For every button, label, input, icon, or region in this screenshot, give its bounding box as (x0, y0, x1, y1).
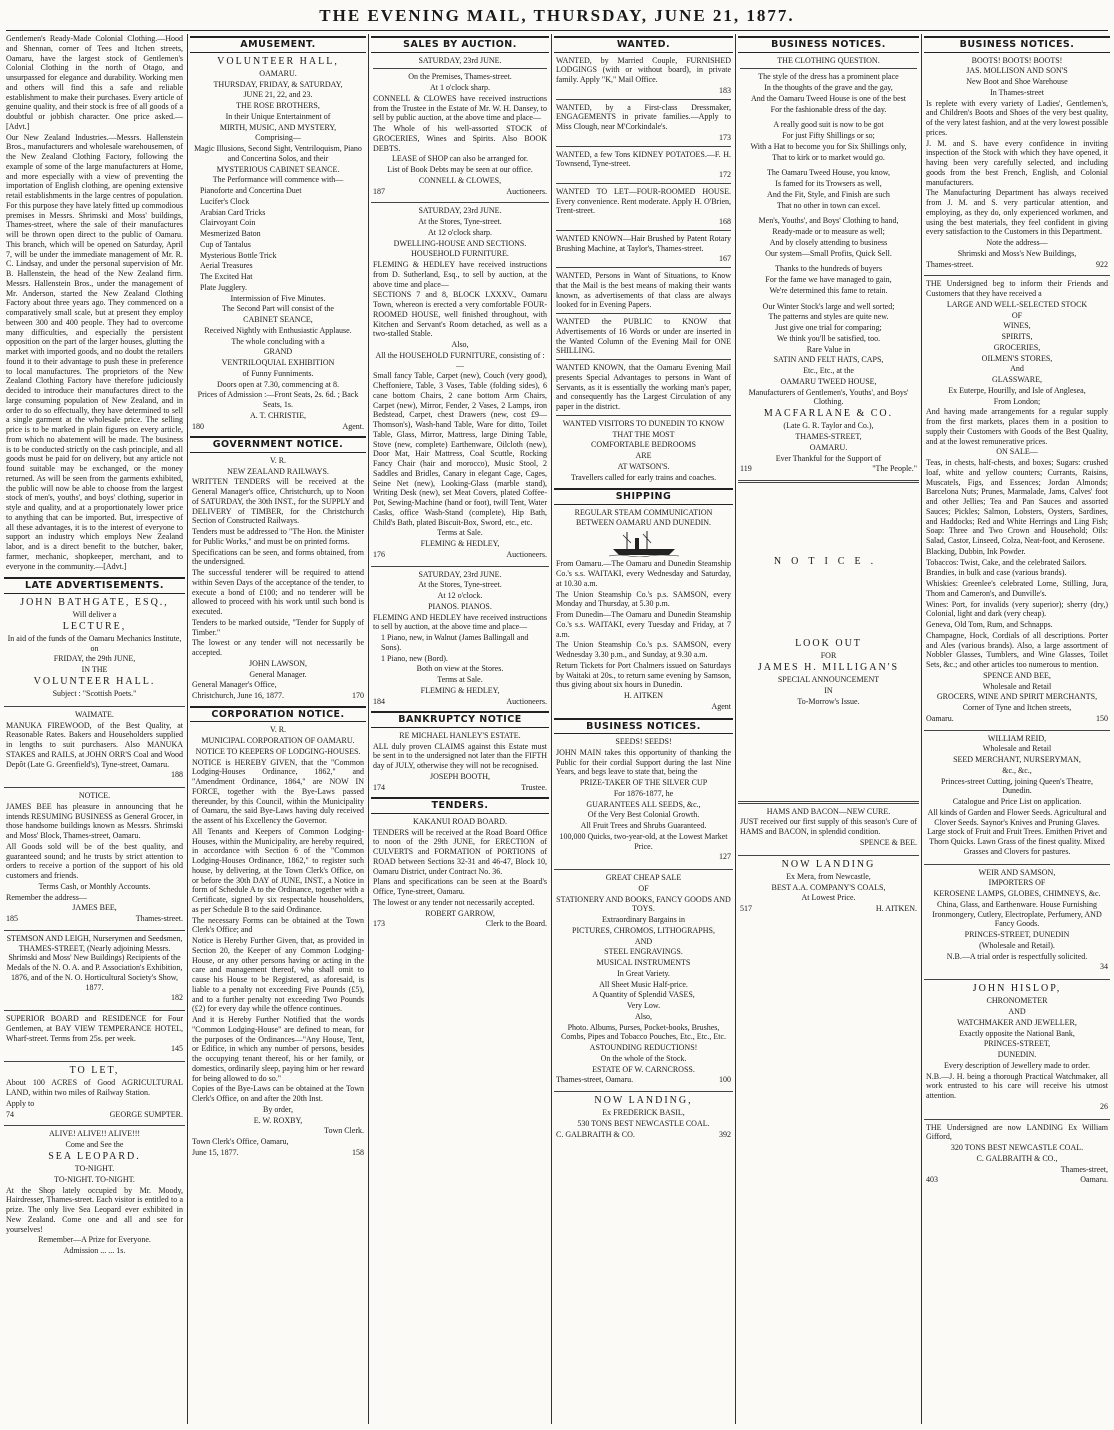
mollison-boots-ad: BOOTS! BOOTS! BOOTS! JAS. MOLLISON AND SON'S New Boot and Shoe Warehouse In Thames-street Is replete with every variety of Ladies', Gentlemen's, and Children's Boots and Shoes of the very best quality, of the very latest fashion, and at the very lowest possible prices. J. M. and S. have every confidence in inviting inspection of the Stock with which they have opened, it having been very carefully selected, and including goods from the best French, English, and Colonial manufacturers. The Manufacturing Department has always received from J. M. and S. very particular attention, and employing, as they do, only experienced workmen, and using the best materials, they feel confident in giving every satisfaction to the Customers in this Department. Note the address— Shrimski and Moss's New Buildings, Thames-street. 922 (926, 55, 1108, 269)
waimate-ad: WAIMATE. MANUKA FIREWOOD, of the Best Quality, at Reasonable Rates. Bakers and Householders supplied in lengths to suit purchasers. Also MANUKA STAKES and RAILS, at JOHN ORR'S Coal and Wood Depôt (Late G. Greenfield's), Tyne-street, Oamaru. 188 (6, 709, 183, 780)
divider (4, 1061, 185, 1062)
column-separator (735, 34, 736, 1424)
divider (924, 1119, 1110, 1120)
clothing-poem (740, 72, 917, 343)
divider (924, 864, 1110, 865)
poem-line: Is famed for its Trowsers as well, (775, 179, 882, 189)
poem-line: Just give one trial for comparing; (775, 323, 882, 333)
galbraith-coal-ad: THE Undersigned are now LANDING Ex William Gifford, 320 TONS BEST NEWCASTLE COAL. C. GALBRAITH & CO., Thames-street, 403 Oamaru. (926, 1122, 1108, 1185)
poem-line: That to kirk or to market would go. (772, 152, 885, 162)
poem-line (740, 115, 917, 119)
auction-connell-clowes: SATURDAY, 23rd JUNE. On the Premises, Thames-street. At 1 o'clock sharp. CONNELL & CLOWES have received instructions from the Trustee in the Estate of Mr. W. H. Dansey, to sell by public auction, at the above time and place— The Whole of his well-assorted STOCK of GROCERIES, Wines and Spirits. Also BOOK DEBTS. LEASE of SHOP can also be arranged for. List of Book Debts may be seen at our office. CONNELL & CLOWES, 187 Auctioneers. (373, 55, 547, 196)
poem-line: And by closely attending to business (769, 237, 888, 247)
great-cheap-sale-ad: GREAT CHEAP SALE OF STATIONERY AND BOOKS, FANCY GOODS AND TOYS. Extraordinary Bargains in PICTURES, CHROMOS, LITHOGRAPHS, AND STEEL ENGRAVINGS. MUSICAL INSTRUMENTS In Great Variety. All Sheet Music Half-price. A Quantity of Splendid VASES, Very Low. Also, Photo. Albums, Purses, Pocket-books, Brushes, Combs, Pipes and Tobacco Pouches, Etc., Etc., Etc. ASTOUNDING REDUCTIONS! On the whole of the Stock. ESTATE OF W. CARNCROSS. Thames-street, Oamaru. 100 (556, 873, 731, 1085)
sea-leopard-ad: ALIVE! ALIVE!! ALIVE!!! Come and See the SEA LEOPARD. TO-NIGHT. TO-NIGHT. TO-NIGHT. At the Shop lately occupied by Mr. Moody, Hairdresser, Thames-street. Each visitor is entitled to a prize. The only live Sea Leopard ever exhibited in New Zealand. Come one and all and see for yourselves! Remember—A Prize for Everyone. Admission ... ... 1s. (6, 1129, 183, 1256)
masthead-title: THE EVENING MAIL, THURSDAY, JUNE 21, 1877. (319, 6, 795, 25)
to-let-ad: TO LET, About 100 ACRES of Good AGRICULTURAL LAND, within two miles of Railway Station. Apply to 74 GEORGE SUMPTER. (6, 1065, 183, 1119)
john-hislop-ad: JOHN HISLOP, CHRONOMETER AND WATCHMAKER AND JEWELLER, Exactly opposite the National Bank, PRINCES-STREET, DUNEDIN. Every description of Jewellery made to order. N.B.—J. H. being a thorough Practical Watchmaker, all work entrusted to his care will receive his utmost attention. 26 (926, 983, 1108, 1111)
divider (4, 930, 185, 931)
poem-line: The patterns and styles are quite new. (768, 312, 889, 322)
corporation-notice-heading: CORPORATION NOTICE. (190, 706, 366, 723)
wanted-heading: WANTED. (554, 36, 733, 53)
poem-line: Our Winter Stock's large and well sorted; (762, 301, 895, 311)
divider (4, 706, 185, 707)
column-separator (551, 34, 552, 1424)
poem-line: And the Oamaru Tweed House is one of the best (750, 93, 907, 103)
poem-line (740, 297, 917, 301)
lodging-houses-notice: V. R. MUNICIPAL CORPORATION OF OAMARU. NOTICE TO KEEPERS OF LODGING-HOUSES. NOTICE is HEREBY GIVEN, that the "Common Lodging-Houses Ordinance, 1862," and "Amendment Ordinance, 1864," are NOW IN FORCE, together with the Bye-Laws passed thereunder, by this Council, within the Municipality of Oamaru, the said Bye-Laws having duly received the assent of his Excellency the Governor. All Tenants and Keepers of Common Lodging-Houses, within the Municipality, are hereby required, in accordance with Section 6 of the "Common Lodging-Houses Ordinance, 1862," to register such house, by delivering, at the Town Clerk's Office, on or before the 30th DAY of JUNE, INST., a Notice in form of Schedule A to the Ordinance, together with a Certificate, signed by six respectable householders, as per Schedule B to the said Ordinance. The necessary Forms can be obtained at the Town Clerk's Office; and Notice is Hereby Further Given, that, as provided in Section 20, the Keeper of any Common Lodging-House, or any other persons having or acting in the care and management thereof, who shall omit to cause his House to be Registered, as aforesaid, is liable to a penalty not exceeding Five Pounds (£5), and to a further penalty not exceeding Two Pounds (£2) for every day while the offence continues. And it is Hereby Further Notified that the words "Common Lodging-House" are defined to mean, for the purposes of the Ordinances—"Any House, Tent, or Edifice, in which any number of persons, besides the occupying tenant thereof, his or her family, or domestics, ordinarily sleep, paying him or her reward for being allowed to do so." Copies of the Bye-Laws can be obtained at the Town Clerk's Office, on and after the 20th Inst. By order, E. W. ROXBY, Town Clerk. Town Clerk's Office, Oamaru, June 15, 1877. 158 (192, 725, 364, 1157)
poem-line: For the fame we have managed to gain, (765, 275, 892, 285)
article-nz-industries: Our New Zealand Industries.—Messrs. Hallenstein Bros., manufacturers and wholesale warehousemen, of the New Zealand Clothing Factory, following the example of some of the large manufacturers at Home, and more especially with a view of preventing the importation of English clothing, are opening extensive retail establishments in the large centres of population. For this purpose they have lately fitted up commodious premises in Messrs. Shrimski and Moss' buildings, Thames-street, where the sale of their manufactures will be thrown open direct to the public of Oamaru. This branch, which will be opened on Saturday, April 7, will be under the immediate management of Mr. R. C. Lindsay, and under the personal supervision of Mr. B. Hallenstein, the head of the New Zealand firm. Messrs. Hallenstein Bros., under the management of Mr. Anderson, started the New Zealand Clothing Factory about three years ago. They commenced on a comparatively small scale, but at present they employ between 300 and 400 people. They had to overcome many difficulties, and especially the persistent opposition on the part of the larger houses, glutting the market with imported goods, and no doubt the retailers found it to their advantage to push these in preference to local manufactures. The proprietors of the New Zealand Clothing Factory have therefore judiciously decided to introduce their manufactures direct to the large consuming population of New Zealand, and in order to do so effectually, they have determined to sell a single garment at the wholesale price. The selling price is to be marked in plain figures on every article, from which no abatement will be made. The business is to be conducted strictly on the cash principle, and all goods must be paid for on delivery, but any article not found suitable may be exchanged, or the money returned. As will be seen from the garments exhibited, the public will now be able to choose from the largest stock of men's, youths', and boys' clothing, superior in style and quality, and at a proportionately lower price to anything that can be imported. But, irrespective of all these advantages, it is to the interest of everyone to support an industry which employs New Zealand labor, and is a direct benefit to the butcher, baker, farmer, mechanic, shopkeeper, merchant, and to everyone in the community.—[Advt.] (6, 132, 183, 571)
divider (371, 566, 549, 567)
poem-line: We're determined this fame to retain. (769, 285, 888, 295)
steam-communication-ad: REGULAR STEAM COMMUNICATION BETWEEN OAMARU AND DUNEDIN. From Oamaru.—The Oamaru and Dunedin Steamship Co.'s s.s. WAITAKI, every Wednesday and Saturday, at 10.30 a.m. The Union Steamship Co.'s p.s. SAMSON, every Monday and Thursday, at 5.30 p.m. From Dunedin—The Oamaru and Dunedin Steamship Co.'s s.s. WAITAKI, every Tuesday and Friday, at 7 a.m. The Union Steamship Co.'s p.s. SAMSON, every Wednesday 3.30 p.m., and Sunday, at 9.30 a.m. Return Tickets for Port Chalmers issued on Saturdays by Waitaki at 20s., to return same evening by Samson, thus giving about six hours in Dunedin. H. AITKEN Agent (556, 507, 731, 711)
auction-fleming-hedley-house: SATURDAY, 23rd JUNE. At the Stores, Tyne-street. At 12 o'clock sharp. DWELLING-HOUSE AND SECTIONS. HOUSEHOLD FURNITURE. FLEMING & HEDLEY have received instructions from D. Sutherland, Esq., to sell by auction, at the above time and place— SECTIONS 7 and 8, BLOCK LXXXV., Oamaru Town, whereon is erected a very comfortable FOUR-ROOMED HOUSE, well finished throughout, with Kitchen and Servant's Room detached, as well as a two-stalled Stable. Also, All the HOUSEHOLD FURNITURE, consisting of :— Small fancy Table, Carpet (new), Couch (very good), Cheffoniere, Table, 3 Vases, Table (folding sides), 6 cane bottom Chairs, 2 cane bottom Arm Chairs, Carpet (new), Mirror, Fender, 2 Vases, 2 Lamps, iron Bedstead, Carpet, chest Drawers (new, cost £9—Thomson's), Wash-hand Table, Ware for ditto, Toilet Table, Glass, Mirror, Mattress, large Dining Table, Stove (new, complete) Earthenware, Oilcloth (new), Door Mat, Hair Mattress, Coal Scuttle, Rocking Fancy Chair (hair and morocco), Music Stool, 2 Saddles and Bridles, Canary in elegant Cage, Cages, Seine Net (new), Looking-Glass (marble stand), Writing Desk (new), set Meat Covers, plated Coffee-Pot, Sewing-Machine (hand or foot), twill Tent, Water Casks, office Wash-Stand (complete), Hip Bath, Child's Bath, plated Biscuit-Box, Sword, etc., etc. Terms at Sale. FLEMING & HEDLEY, 176 Auctioneers. (373, 206, 547, 559)
poem-line: A really good suit is now to be got (773, 120, 884, 130)
business-notices-heading: BUSINESS NOTICES. (554, 718, 733, 735)
poem-line: With a Hat to become you for Six Shillings only, (750, 141, 907, 151)
volunteer-hall-ad: VOLUNTEER HALL, OAMARU. THURSDAY, FRIDAY, & SATURDAY, JUNE 21, 22, and 23. THE ROSE BROTHERS, In their Unique Entertainment of MIRTH, MUSIC, AND MYSTERY, Comprising— Magic Illusions, Second Sight, Ventriloquism, Piano and Concertina Solos, and their MYSTERIOUS CABINET SEANCE. The Performance will commence with— Pianoforte and Concertina Duet Lucifer's Clock Arabian Card Tricks Clairvoyant Coin Mesmerized Baton Cup of Tantalus Mysterious Bottle Trick Aerial Treasures The Excited Hat Plate Jugglery. Intermission of Five Minutes. The Second Part will consist of the CABINET SEANCE, Received Nightly with Enthusiastic Applause. The whole concluding with a GRAND VENTRILOQUIAL EXHIBITION of Funny Funniments. Doors open at 7.30, commencing at 8. Prices of Admission :—Front Seats, 2s. 6d. ; Back Seats, 1s. A. T. CHRISTIE, 180 Agent. (192, 55, 364, 431)
poem-line: Ready-made or to measure as well; (772, 227, 885, 237)
clothing-question-ad: THE CLOTHING QUESTION. The style of the dress has a prominent place In the thoughts of the grave and the gay, And the Oamaru Tweed House is one of the best For the fashionable dress of the day. A really good suit is now to be got For just Fifty Shillings or so; With a Hat to become you for Six Shillings only, That to kirk or to market would go. The Oamaru Tweed House, you know, Is famed for its Trowsers as well, And the Fit, Style, and Finish are such That no other in town can excel. Men's, Youths', and Boys' Clothing to hand, Ready-made or to measure as well; And by closely attending to business Our system—Small Profits, Quick Sell. Thanks to the hundreds of buyers For the fame we have managed to gain, We're determined this fame to retain. Our Winter Stock's large and well sorted; The patterns and styles are quite new. Just give one trial for comparing; We think you'll be satisfied, too. Rare Value in SATIN AND FELT HATS, CAPS, Etc., Etc., at the OAMARU TWEED HOUSE, Manufacturers of Gentlemen's, Youths', and Boys' Clothing. MACFARLANE & CO. (Late G. R. Taylor and Co.), THAMES-STREET, OAMARU. Ever Thankful for the Support of 119 "The People." (740, 55, 917, 474)
poem-line: For just Fifty Shillings or so; (782, 131, 875, 141)
divider (738, 480, 919, 483)
masthead-rule (6, 30, 1108, 31)
divider (924, 730, 1110, 731)
divider (924, 275, 1110, 276)
column-separator (921, 34, 922, 1424)
poem-line (740, 211, 917, 215)
poem-line: That no other in town can excel. (776, 200, 881, 210)
milligan-notice: NOTICE. LOOK OUT FOR JAMES H. MILLIGAN'S SPECIAL ANNOUNCEMENT IN To-Morrow's Issue. (757, 556, 900, 706)
wanted-ads: WANTED, by Married Couple, FURNISHED LODGINGS (with or without board), in private family. Apply "K," Mail Office. 183 WANTED, by a First-class Dressmaker, ENGAGEMENTS in private families.—Apply to Miss Clough, near M'Corkindale's. 173 WANTED, a few Tons KIDNEY POTATOES.—F. H. Townsend, Tyne-street. 172 WANTED TO LET—FOUR-ROOMED HOUSE. Every convenience. Rent moderate. Apply H. O'Brien, Trent-street. 168 WANTED KNOWN—Hair Brushed by Patent Rotary Brushing Machine, at Taylor's, Thames-street. 167 WANTED, Persons in Want of Situations, to Know that the Mail is the best means of making their wants known, as advertisements of that class are always looked for in Evening Papers. WANTED the PUBLIC to KNOW that Advertisements of 16 Words or under are inserted in the Wanted Column of the Evening Mail for ONE SHILLING. WANTED KNOWN, that the Oamaru Evening Mail presents Special Advantages to persons in Want of Servants, as it is essentially the working man's paper, and consequently has the Largest Circulation of any paper in the district. WANTED VISITORS TO DUNEDIN TO KNOW THAT THE MOST COMFORTABLE BEDROOMS ARE AT WATSON'S. Travellers called for early trains and coaches. (556, 55, 731, 482)
poem-line: And the Fit, Style, and Finish are such (767, 189, 890, 199)
james-bee-notice: NOTICE. JAMES BEE has pleasure in announcing that he intends RESUMING BUSINESS as General Grocer, in those handsome buildings known as Messrs. Shrimski and Moss' Block, Thames-street, Oamaru. All Goods sold will be of the best quality, and guaranteed sound; and he trusts by strict attention to orders to receive a portion of the support of his old customers and friends. Terms Cash, or Monthly Accounts. Remember the address— JAMES BEE, 185 Thames-street. (6, 791, 183, 924)
poem-line (740, 259, 917, 263)
divider (554, 1091, 733, 1092)
divider (371, 202, 549, 203)
poem-line: The style of the dress has a prominent place (758, 72, 899, 82)
divider (4, 787, 185, 788)
auction-fleming-hedley-pianos: SATURDAY, 23rd JUNE. At the Stores, Tyne-street. At 12 o'clock. PIANOS. PIANOS. FLEMING AND HEDLEY have received instructions to sell by auction, at the above time and place— 1 Piano, new, in Walnut (James Ballingall and Sons). 1 Piano, new (Bord). Both on view at the Stores. Terms at Sale. FLEMING & HEDLEY, 184 Auctioneers. (373, 569, 547, 706)
column-separator (368, 34, 369, 1424)
column-2 (190, 34, 366, 1428)
poem-line: Thanks to the hundreds of buyers (775, 264, 882, 274)
poem-line: For the fashionable dress of the day. (770, 104, 887, 114)
kakanui-tender: KAKANUI ROAD BOARD. TENDERS will be received at the Road Board Office to noon of the 29th JUNE, for ERECTION of CULVERTS and FORMATION of PORTIONS of ROAD between Sections 32-31 and 46-47, Block 10, Oamaru District, under Contract No. 36. Plans and specifications can be seen at the Board's Office, Tyne-street, Oamaru. The lowest or any tender not necessarily accepted. ROBERT GARROW, 173 Clerk to the Board. (373, 816, 547, 929)
article-hood-shennan: Gentlemen's Ready-Made Colonial Clothing.—Hood and Shennan, corner of Tees and Itchen streets, Oamaru, have the largest stock of Gentlemen's Colonial Clothing in the north of Otago, and unsurpassed for elegance and durability. Working men and others will find this a safe and reliable establishment to make their purchases. Every article of genuine quality, and their stock is free of all goods of a doubtful or jobbish character. One price asked.—[Advt.] (6, 34, 183, 131)
hams-bacon-ad: HAMS AND BACON—NEW CURE. JUST received our first supply of this season's Cure of HAMS and BACON, in splendid condition. SPENCE & BEE. (740, 806, 917, 847)
amusement-heading: AMUSEMENT. (190, 36, 366, 53)
divider (738, 855, 919, 856)
spence-bee-stock-ad: THE Undersigned beg to inform their Friends and Customers that they have received a LARGE AND WELL-SELECTED STOCK OF WINES, SPIRITS, GROCERIES, OILMEN'S STORES, And GLASSWARE, Ex Euterpe, Hourilly, and Isle of Anglesea, From London; And having made arrangements for a regular supply from the first markets, places them in a position to supply their Customers with Goods of the Best Quality, and at the lowest remunerative prices. ON SALE— Teas, in chests, half-chests, and boxes; Sugars: crushed loaf, white and yellow counters; Currants, Raisins, Muscatels, Figs, and Essences; Jordan Almonds; Barcelona Nuts; Prunes, Marmalade, Jams, Calves' foot and other Jellies; Tea and Pan Sauces and assorted Sauces; Pickles; Salmon, Lobsters, Oysters, Sardines, and Haddocks; Red and White Herrings and Ling Fish; Soap: Three and Two Crown and Household; Oils: Salad, Castor, Linseed, Colza, Neat-foot, and Kerosene. Blacking, Dubbin, Ink Powder. Tobaccos: Twist, Cake, and the celebrated Sailors. Brandies, in bulk and case (various brands). Whiskies: Greenlee's celebrated Lorne, Stilling, Jura, Thom and Cameron's, and Dunville's. Wines: Port, for invalids (very superior); sherry (dry,) Colonial, light and dark (very cheap). Geneva, Old Tom, Rum, and Schnapps. Champagne, Hock, Cordials of all descriptions. Porter and Ales (various brands). Also, a large assortment of Nobbler Glasses, Tumblers, and Wine Glasses, Toilet Sets, &c.; and other articles too numerous to mention. SPENCE AND BEE, Wholesale and Retail GROCERS, WINE AND SPIRIT MERCHANTS, Corner of Tyne and Itchen streets, Oamaru. 150 (926, 279, 1108, 723)
poem-line: In the thoughts of the grave and the gay, (764, 83, 893, 93)
column-6 (924, 34, 1110, 1428)
poem-line (740, 163, 917, 167)
tenders-heading: TENDERS. (371, 797, 549, 814)
bathgate-lecture-ad: JOHN BATHGATE, ESQ., Will deliver a LECTURE, In aid of the funds of the Oamaru Mechanics Institute, on FRIDAY, the 29th JUNE, IN THE VOLUNTEER HALL. Subject : "Scottish Poets." (7, 596, 182, 699)
poem-line: Our system—Small Profits, Quick Sell. (765, 248, 892, 258)
weir-samson-ad: WEIR AND SAMSON, IMPORTERS OF KEROSENE LAMPS, GLOBES, CHIMNEYS, &c. China, Glass, and Earthenware. House Furnishing Ironmongery, Cutlery, Electroplate, Perfumery, AND Fancy Goods. PRINCES-STREET, DUNEDIN (Wholesale and Retail). N.B.—A trial order is respectfully solicited. 34 (932, 867, 1108, 972)
column-3 (371, 34, 549, 1428)
john-main-seeds-ad: SEEDS! SEEDS! JOHN MAIN takes this opportunity of thanking the Public for their cordial Support during the last Nine Years, and begs leave to state that, being the PRIZE-TAKER OF THE SILVER CUP For 1876-1877, he GUARANTEES ALL SEEDS, &c., Of the Very Best Colonial Growth. All Fruit Trees and Shrubs Guaranteed. 100,000 Quicks, two-year-old, at the Lowest Market Price. 127 (556, 737, 731, 862)
column-4 (554, 34, 733, 1428)
business-notices-heading: BUSINESS NOTICES. (924, 36, 1110, 53)
government-notice-heading: GOVERNMENT NOTICE. (190, 436, 366, 453)
nz-railways-notice: V. R. NEW ZEALAND RAILWAYS. WRITTEN TENDERS will be received at the General Manager's office, Christchurch, up to Noon of SATURDAY, the 30th INST., for the SUPPLY and DELIVERY of TIMBER, for the Christchurch Section of Constructed Railways. Tenders must be addressed to "The Hon. the Minister for Public Works," and must be on printed forms. Specifications can be seen, and forms obtained, from the undersigned. The successful tenderer will be required to attend within Seven Days of the acceptance of the tender, to execute a bond of £100; and no tenderer will be allowed to proceed with his work until such bond is executed. Tenders to be marked outside, "Tender for Supply of Timber." The lowest or any tender will not necessarily be accepted. JOHN LAWSON, General Manager. General Manager's Office, Christchurch, June 16, 1877. 170 (192, 455, 364, 701)
stemson-leigh-ad: STEMSON AND LEIGH, Nurserymen and Seedsmen, THAMES-STREET, (Nearly adjoining Messrs. Shrimski and Moss' New Buildings) Recipients of the Medals of the N. O. A. and P. Association's Exhibition, 1876, and of the N. O. Horticultural Society's Show, 1877. 182 (6, 933, 183, 1003)
sales-by-auction-heading: SALES BY AUCTION. (371, 36, 549, 53)
board-residence-ad: SUPERIOR BOARD and RESIDENCE for Four Gentlemen, at BAY VIEW TEMPERANCE HOTEL, Wharf-street. Terms from 25s. per week. 145 (6, 1014, 183, 1054)
now-landing-basil-ad: NOW LANDING, Ex FREDERICK BASIL, 530 TONS BEST NEWCASTLE COAL. C. GALBRAITH & CO. 392 (556, 1095, 731, 1139)
bankruptcy-notice-heading: BANKRUPTCY NOTICE (371, 711, 549, 728)
late-advertisements-heading: LATE ADVERTISEMENTS. (4, 577, 185, 594)
divider (738, 801, 919, 804)
william-reid-ad: WILLIAM REID, Wholesale and Retail SEED MERCHANT, NURSERYMAN, &c., &c., Princes-street Cutting, joining Queen's Theatre, Dunedin. Catalogue and Price List on application. All kinds of Garden and Flower Seeds. Agricultural and Clover Seeds. Saynor's Knives and Pruning Glaves. Large stock of Fruit and Fruit Trees. Emithen Privet and Thorn Quicks. Lawn Grass of the finest quality. Mixed Grasses and Clovers for pastures. (927, 733, 1107, 856)
poem-line: Men's, Youths', and Boys' Clothing to hand, (758, 216, 899, 226)
steamship-icon (609, 529, 679, 557)
divider (554, 869, 733, 870)
business-notices-heading: BUSINESS NOTICES. (738, 36, 919, 53)
poem-line: The Oamaru Tweed House, you know, (767, 168, 890, 178)
column-5 (738, 34, 919, 1428)
poem-line: We think you'll be satisfied, too. (776, 333, 881, 343)
hanley-estate-notice: RE MICHAEL HANLEY'S ESTATE. ALL duly proven CLAIMS against this Estate must be sent in to the undersigned not later than the FIFTH day of JULY, otherwise they will not be recognised. JOSEPH BOOTH, 174 Trustee. (373, 730, 547, 792)
divider (4, 1010, 185, 1011)
divider (4, 1125, 185, 1126)
now-landing-mera-ad: NOW LANDING Ex Mera, from Newcastle, BEST A.A. COMPANY'S COALS, At Lowest Price. 517 H. AITKEN. (740, 858, 917, 914)
column-1 (4, 34, 185, 1428)
column-separator (187, 34, 188, 1424)
shipping-heading: SHIPPING (554, 488, 733, 505)
divider (924, 979, 1110, 980)
